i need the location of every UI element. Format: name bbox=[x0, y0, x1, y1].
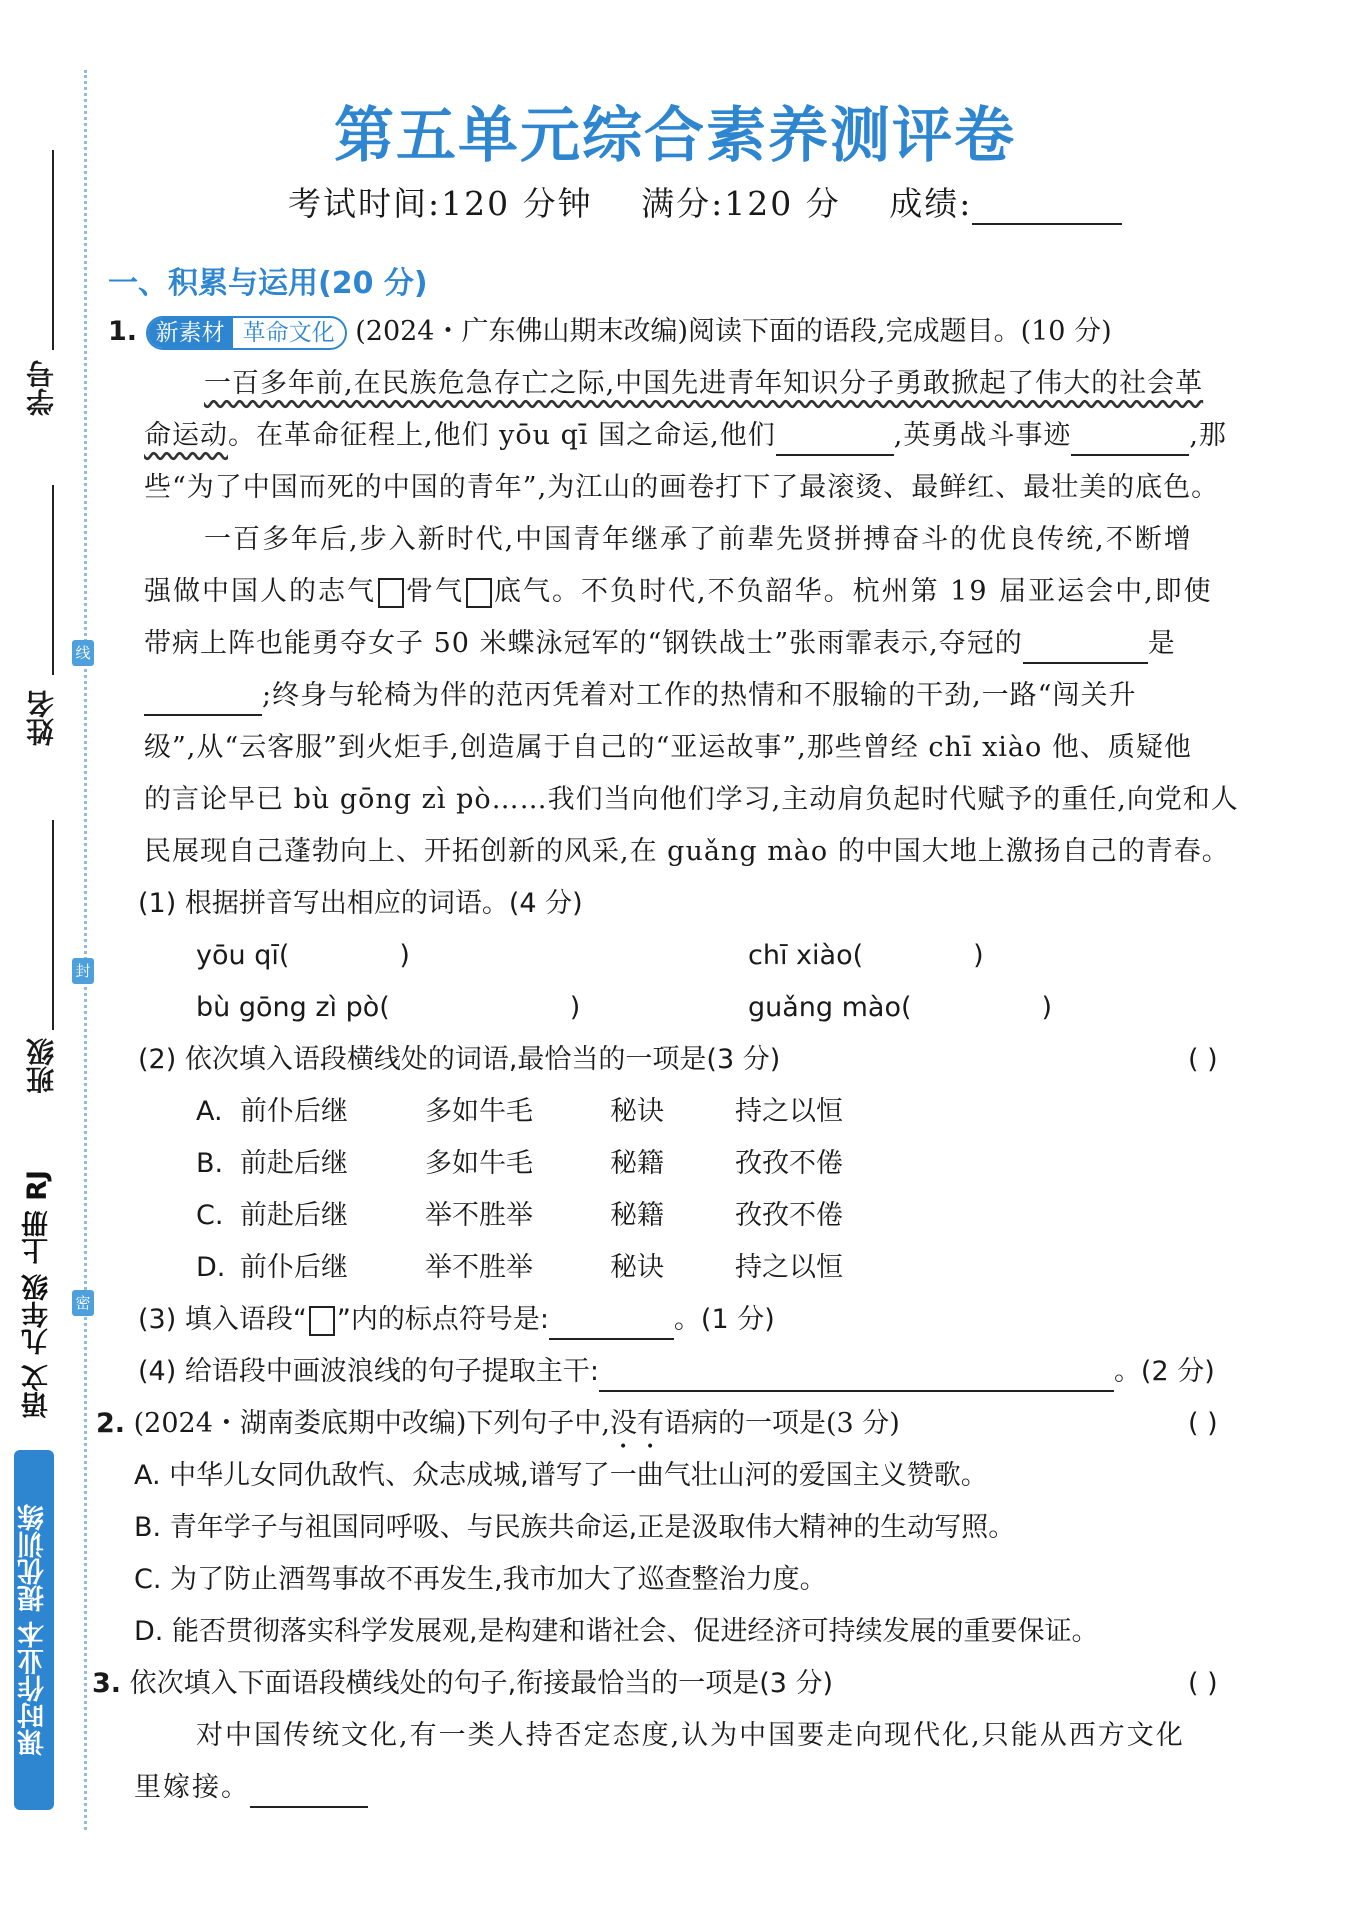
q1-sub2: (2) 依次填入语段横线处的词语,最恰当的一项是(3 分) bbox=[138, 1044, 781, 1075]
q1-pinyin-1 bbox=[196, 936, 410, 976]
q1-source: (2024・广东佛山期末改编)阅读下面的语段,完成题目。(10 分) bbox=[355, 316, 1112, 347]
option-word: 秘籍 bbox=[610, 1148, 664, 1179]
q1-blank-2[interactable] bbox=[1071, 424, 1189, 456]
binding-mark-mi: 密 bbox=[72, 1290, 94, 1316]
q2-stem-emphasis: 没有 bbox=[610, 1408, 665, 1439]
q3-p-text: 里嫁接。 bbox=[134, 1772, 250, 1803]
q1-p1-text-3: ,英勇战斗事迹 bbox=[893, 420, 1072, 451]
q1-p1-wavy-2: 命运动 bbox=[144, 420, 228, 451]
pinyin-close-1: ) bbox=[399, 940, 410, 971]
q1-tag-new: 新素材 bbox=[148, 318, 233, 348]
name-line bbox=[52, 485, 54, 675]
q1-p1-line1 bbox=[204, 364, 1203, 404]
q2-option-a: A. 中华儿女同仇敌忾、众志成城,谱写了一曲气壮山河的爱国主义赞歌。 bbox=[134, 1460, 988, 1491]
pinyin-label-2: chī xiào( bbox=[748, 940, 864, 971]
q1-sub3-blank[interactable] bbox=[549, 1308, 674, 1340]
q1-pinyin-3 bbox=[196, 988, 580, 1028]
q1-option-a bbox=[196, 1092, 843, 1132]
option-label: A. bbox=[196, 1096, 223, 1127]
option-word: 多如牛毛 bbox=[425, 1148, 533, 1179]
binding-mark-xian: 线 bbox=[72, 640, 94, 666]
q1-p2-text-f: ;终身与轮椅为伴的范丙凭着对工作的热情和不服输的干劲,一路“闯关升 bbox=[262, 680, 1137, 711]
q2-stem-b: 语病的一项是(3 分) bbox=[664, 1408, 900, 1439]
q1-header bbox=[108, 312, 1112, 352]
option-word: 多如牛毛 bbox=[425, 1096, 533, 1127]
q2-number: 2. bbox=[96, 1408, 126, 1439]
exam-score-label: 成绩: bbox=[889, 184, 973, 223]
q1-number: 1. bbox=[108, 316, 138, 347]
option-word: 前赴后继 bbox=[240, 1148, 348, 1179]
q1-p2-text-c: 底气。不负时代,不负韶华。杭州第 19 届亚运会中,即使 bbox=[494, 576, 1213, 607]
q1-p1-line3: 些“为了中国而死的中国的青年”,为江山的画卷打下了最滚烫、最鲜红、最壮美的底色。 bbox=[144, 472, 1220, 503]
q1-p1-wavy-1: 一百多年前,在民族危急存亡之际,中国先进青年知识分子勇敢掀起了伟大的社会革 bbox=[204, 368, 1204, 399]
option-word: 持之以恒 bbox=[735, 1096, 843, 1127]
page-title: 第五单元综合素养测评卷 bbox=[334, 101, 1016, 171]
q2-option-b: B. 青年学子与祖国同呼吸、与民族共命运,正是汲取伟大精神的生动写照。 bbox=[134, 1512, 1016, 1543]
option-word: 举不胜举 bbox=[425, 1200, 533, 1231]
q1-blank-3[interactable] bbox=[1023, 632, 1148, 664]
q3-p-line2 bbox=[134, 1768, 368, 1808]
exam-time: 考试时间:120 分钟 bbox=[288, 184, 593, 223]
section-title: 一、积累与运用(20 分) bbox=[108, 266, 428, 301]
score-blank[interactable] bbox=[972, 193, 1122, 225]
q2-option-c: C. 为了防止酒驾事故不再发生,我市加大了巡查整治力度。 bbox=[134, 1564, 827, 1595]
q1-p2-line2 bbox=[144, 572, 1213, 612]
option-word: 秘诀 bbox=[610, 1096, 664, 1127]
q1-punct-box-1[interactable] bbox=[378, 578, 404, 608]
option-word: 孜孜不倦 bbox=[735, 1200, 843, 1231]
q1-p2-text-a: 强做中国人的志气 bbox=[144, 576, 376, 607]
exam-full-score: 满分:120 分 bbox=[641, 184, 841, 223]
q1-sub2-answer[interactable]: ( ) bbox=[1188, 1044, 1218, 1075]
q1-p2-line7: 民展现自己蓬勃向上、开拓创新的风采,在 guǎng mào 的中国大地上激扬自己的青春。 bbox=[144, 836, 1230, 867]
option-word: 孜孜不倦 bbox=[735, 1148, 843, 1179]
option-word: 举不胜举 bbox=[425, 1252, 533, 1283]
binding-mark-feng: 封 bbox=[72, 958, 94, 984]
pinyin-close-4: ) bbox=[1041, 992, 1053, 1023]
q1-p2-line4 bbox=[144, 676, 1136, 716]
q1-p2-text-b: 骨气 bbox=[406, 576, 464, 607]
q1-tag-topic: 革命文化 bbox=[242, 319, 335, 346]
class-line bbox=[52, 820, 54, 1030]
q3-blank[interactable] bbox=[250, 1776, 368, 1808]
pinyin-close-3: ) bbox=[569, 992, 581, 1023]
brand-label: 课时作业本 提优训练 bbox=[14, 1450, 54, 1810]
q1-sub3-box-icon bbox=[309, 1306, 335, 1336]
binding-dotted-line bbox=[84, 70, 87, 1830]
option-word: 前仆后继 bbox=[240, 1252, 348, 1283]
q1-option-b bbox=[196, 1144, 843, 1184]
q1-punct-box-2[interactable] bbox=[466, 578, 492, 608]
q1-sub3-text-a: (3) 填入语段“ bbox=[138, 1304, 307, 1335]
q1-pinyin-2 bbox=[748, 936, 984, 976]
q2-stem bbox=[96, 1404, 900, 1455]
class-label: 班级 bbox=[25, 1038, 58, 1094]
q1-p2-line1: 一百多年后,步入新时代,中国青年继承了前辈先贤拼搏奋斗的优良传统,不断增 bbox=[204, 524, 1193, 555]
q1-sub3-text-b: ”内的标点符号是: bbox=[336, 1304, 549, 1335]
option-word: 前仆后继 bbox=[240, 1096, 348, 1127]
q1-sub4-text-b: 。(2 分) bbox=[1113, 1356, 1215, 1387]
option-label: C. bbox=[196, 1200, 224, 1231]
book-info-label: 语文 九年级 上册 RJ bbox=[22, 1170, 53, 1419]
q2-answer[interactable]: ( ) bbox=[1188, 1408, 1218, 1439]
q2-stem-a: (2024・湖南娄底期中改编)下列句子中, bbox=[133, 1408, 611, 1439]
q1-blank-4[interactable] bbox=[144, 684, 262, 716]
q3-answer[interactable]: ( ) bbox=[1188, 1668, 1218, 1699]
pinyin-label-3: bù gōng zì pò( bbox=[196, 992, 390, 1023]
q1-blank-1[interactable] bbox=[776, 424, 894, 456]
student-id-line bbox=[52, 150, 54, 350]
q1-p1-line2 bbox=[144, 416, 1227, 456]
q1-p1-text-4: ,那 bbox=[1189, 420, 1227, 451]
q3-p-line1: 对中国传统文化,有一类人持否定态度,认为中国要走向现代化,只能从西方文化 bbox=[196, 1720, 1185, 1751]
q1-sub4-blank[interactable] bbox=[599, 1360, 1114, 1392]
name-label: 姓名 bbox=[25, 690, 58, 746]
q3-stem bbox=[92, 1664, 833, 1704]
pinyin-label-4: guǎng mào( bbox=[748, 992, 912, 1023]
q1-p1-text-2: 。在革命征程上,他们 yōu qī 国之命运,他们 bbox=[228, 420, 776, 451]
q1-sub3 bbox=[138, 1300, 775, 1340]
q1-p2-text-e: 是 bbox=[1147, 628, 1176, 659]
student-id-label: 学号 bbox=[25, 360, 58, 416]
option-word: 秘籍 bbox=[610, 1200, 664, 1231]
q1-p2-line5: 级”,从“云客服”到火炬手,创造属于自己的“亚运故事”,那些曾经 chī xiào 他、质疑他 bbox=[144, 732, 1192, 763]
q2-option-d: D. 能否贯彻落实科学发展观,是构建和谐社会、促进经济可持续发展的重要保证。 bbox=[134, 1616, 1099, 1647]
q1-pinyin-4 bbox=[748, 988, 1052, 1028]
q1-p2-line6: 的言论早已 bù gōng zì pò……我们当向他们学习,主动肩负起时代赋予的重任,向党和人 bbox=[144, 784, 1239, 815]
q3-number: 3. bbox=[92, 1668, 122, 1699]
q1-sub4 bbox=[138, 1352, 1215, 1392]
q1-sub4-text-a: (4) 给语段中画波浪线的句子提取主干: bbox=[138, 1356, 599, 1387]
q1-option-d bbox=[196, 1248, 843, 1288]
q1-p2-line3 bbox=[144, 624, 1176, 664]
q1-sub1: (1) 根据拼音写出相应的词语。(4 分) bbox=[138, 888, 583, 919]
option-label: B. bbox=[196, 1148, 224, 1179]
option-word: 秘诀 bbox=[610, 1252, 664, 1283]
q1-tag bbox=[146, 316, 347, 350]
pinyin-close-2: ) bbox=[973, 940, 984, 971]
q1-p2-text-d: 带病上阵也能勇夺女子 50 米蝶泳冠军的“钢铁战士”张雨霏表示,夺冠的 bbox=[144, 628, 1023, 659]
q3-stem-text: 依次填入下面语段横线处的句子,衔接最恰当的一项是(3 分) bbox=[129, 1668, 834, 1699]
pinyin-label-1: yōu qī( bbox=[196, 940, 290, 971]
exam-info bbox=[288, 178, 1158, 225]
option-word: 前赴后继 bbox=[240, 1200, 348, 1231]
q1-option-c bbox=[196, 1196, 843, 1236]
option-label: D. bbox=[196, 1252, 226, 1283]
option-word: 持之以恒 bbox=[735, 1252, 843, 1283]
q1-sub3-text-c: 。(1 分) bbox=[673, 1304, 775, 1335]
